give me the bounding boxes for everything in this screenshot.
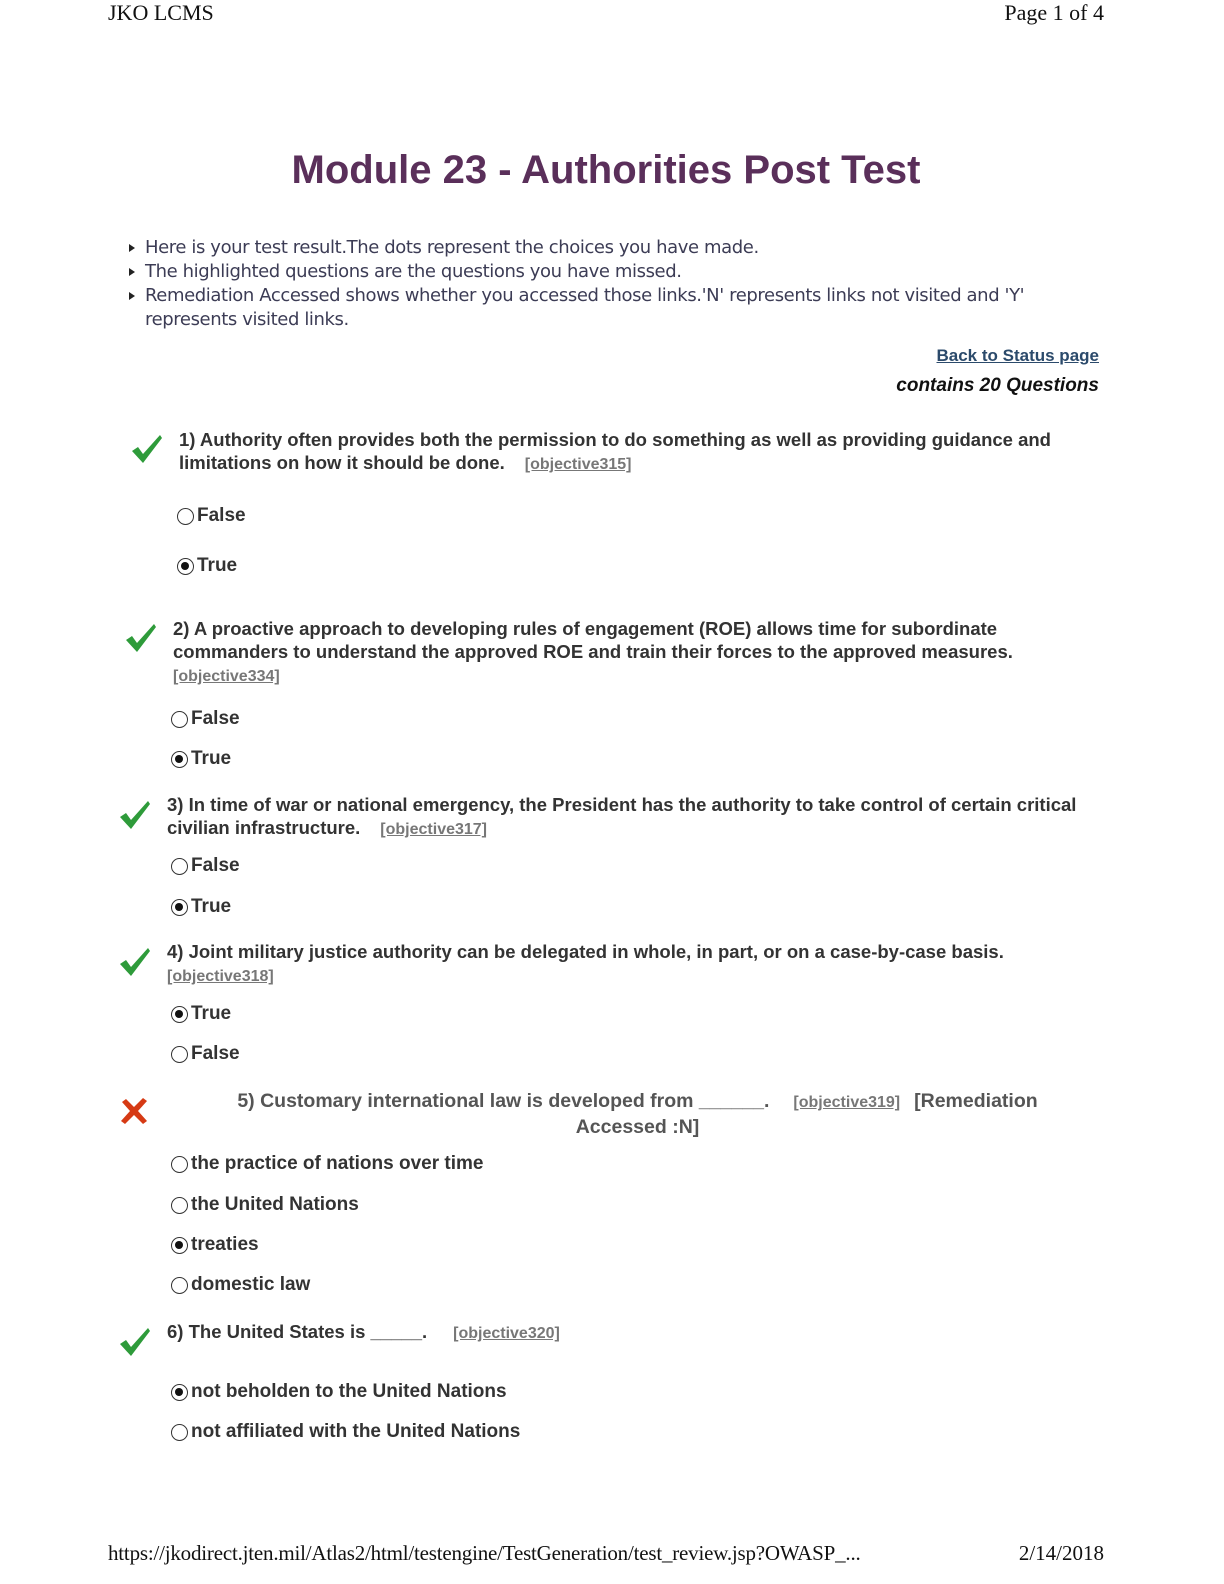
page-title: Module 23 - Authorities Post Test	[291, 148, 921, 192]
radio-checked-icon[interactable]	[171, 899, 188, 916]
radio-checked-icon[interactable]	[171, 1384, 188, 1401]
radio-unchecked-icon[interactable]	[171, 711, 188, 728]
question-text	[173, 617, 1083, 688]
question-text-body: 5) Customary international law is developed from ______.	[237, 1090, 770, 1112]
option-label: not beholden to the United Nations	[191, 1381, 507, 1402]
correct-check-icon	[118, 1326, 152, 1358]
option-label: treaties	[191, 1234, 259, 1255]
instructions-list	[128, 236, 1088, 332]
answer-option[interactable]	[171, 1234, 259, 1256]
page-url: https://jkodirect.jten.mil/Atlas2/html/testengine/TestGeneration/test_review.jsp?OWASP_...	[108, 1541, 861, 1565]
question-text	[195, 1089, 1080, 1140]
correct-check-icon	[124, 622, 158, 654]
answer-option[interactable]	[171, 1153, 483, 1175]
radio-unchecked-icon[interactable]	[171, 1156, 188, 1173]
objective-link[interactable]: [objective334]	[173, 668, 280, 685]
radio-checked-icon[interactable]	[171, 751, 188, 768]
radio-checked-icon[interactable]	[171, 1006, 188, 1023]
radio-unchecked-icon[interactable]	[177, 508, 194, 525]
objective-link[interactable]: [objective318]	[167, 968, 274, 985]
instruction-item: The highlighted questions are the questions you have missed.	[128, 260, 1088, 284]
question-text	[167, 1320, 1082, 1345]
print-date: 2/14/2018	[1018, 1541, 1104, 1565]
incorrect-x-icon	[119, 1097, 149, 1125]
answer-option[interactable]	[171, 1003, 231, 1025]
option-label: the practice of nations over time	[191, 1153, 484, 1174]
back-to-status-link[interactable]: Back to Status page	[936, 346, 1099, 365]
radio-unchecked-icon[interactable]	[171, 1424, 188, 1441]
answer-option[interactable]	[177, 505, 246, 527]
option-label: domestic law	[191, 1274, 311, 1295]
app-name: JKO LCMS	[108, 0, 214, 25]
option-label: False	[191, 855, 240, 876]
radio-unchecked-icon[interactable]	[171, 858, 188, 875]
question-text	[167, 940, 1082, 988]
option-label: True	[191, 1003, 232, 1024]
instruction-item: Remediation Accessed shows whether you accessed those links.'N' represents links not visited and 'Y' represents visited links.	[128, 284, 1088, 332]
option-label: False	[197, 505, 246, 526]
answer-option[interactable]	[171, 1274, 310, 1296]
print-footer	[108, 1541, 1104, 1566]
objective-link[interactable]: [objective320]	[453, 1325, 560, 1342]
radio-checked-icon[interactable]	[171, 1237, 188, 1254]
answer-option[interactable]	[171, 1043, 240, 1065]
question-text-body: 2) A proactive approach to developing rules of engagement (ROE) allows time for subordinate commanders to understand the approved ROE and train their forces to the approved measures.	[173, 618, 1013, 662]
answer-option[interactable]	[171, 748, 231, 770]
correct-check-icon	[118, 799, 152, 831]
answer-option[interactable]	[177, 555, 237, 577]
instruction-item: Here is your test result.The dots represent the choices you have made.	[128, 236, 1088, 260]
option-label: True	[191, 896, 232, 917]
radio-unchecked-icon[interactable]	[171, 1197, 188, 1214]
page-indicator: Page 1 of 4	[1004, 0, 1104, 25]
option-label: True	[191, 748, 232, 769]
option-label: False	[191, 1043, 240, 1064]
objective-link[interactable]: [objective317]	[380, 821, 488, 838]
question-text-body: 4) Joint military justice authority can be delegated in whole, in part, or on a case-by-case basis.	[167, 941, 1004, 962]
answer-option[interactable]	[171, 1421, 520, 1443]
radio-unchecked-icon[interactable]	[171, 1046, 188, 1063]
question-count: contains 20 Questions	[896, 375, 1099, 396]
radio-unchecked-icon[interactable]	[171, 1277, 188, 1294]
option-label: True	[197, 555, 238, 576]
question-text	[167, 793, 1082, 841]
answer-option[interactable]	[171, 855, 240, 877]
question-text-body: 6) The United States is _____.	[167, 1321, 428, 1342]
correct-check-icon	[118, 946, 152, 978]
answer-option[interactable]	[171, 1194, 359, 1216]
question-text-body: 3) In time of war or national emergency, the President has the authority to take control of certain critical civilian infrastructure.	[167, 794, 1077, 838]
option-label: False	[191, 708, 240, 729]
question-text-body: 1) Authority often provides both the permission to do something as well as providing guidance and limitations on how it should be done.	[179, 429, 1051, 473]
option-label: not affiliated with the United Nations	[191, 1421, 521, 1442]
objective-link[interactable]: [objective319]	[793, 1094, 901, 1111]
print-header	[108, 0, 1104, 26]
question-text	[179, 428, 1089, 476]
remediation-status: [Remediation Accessed :N]	[575, 1090, 1038, 1138]
radio-checked-icon[interactable]	[177, 558, 194, 575]
correct-check-icon	[130, 433, 164, 465]
answer-option[interactable]	[171, 708, 240, 730]
answer-option[interactable]	[171, 896, 231, 918]
answer-option[interactable]	[171, 1381, 507, 1403]
objective-link[interactable]: [objective315]	[524, 456, 632, 473]
option-label: the United Nations	[191, 1194, 359, 1215]
